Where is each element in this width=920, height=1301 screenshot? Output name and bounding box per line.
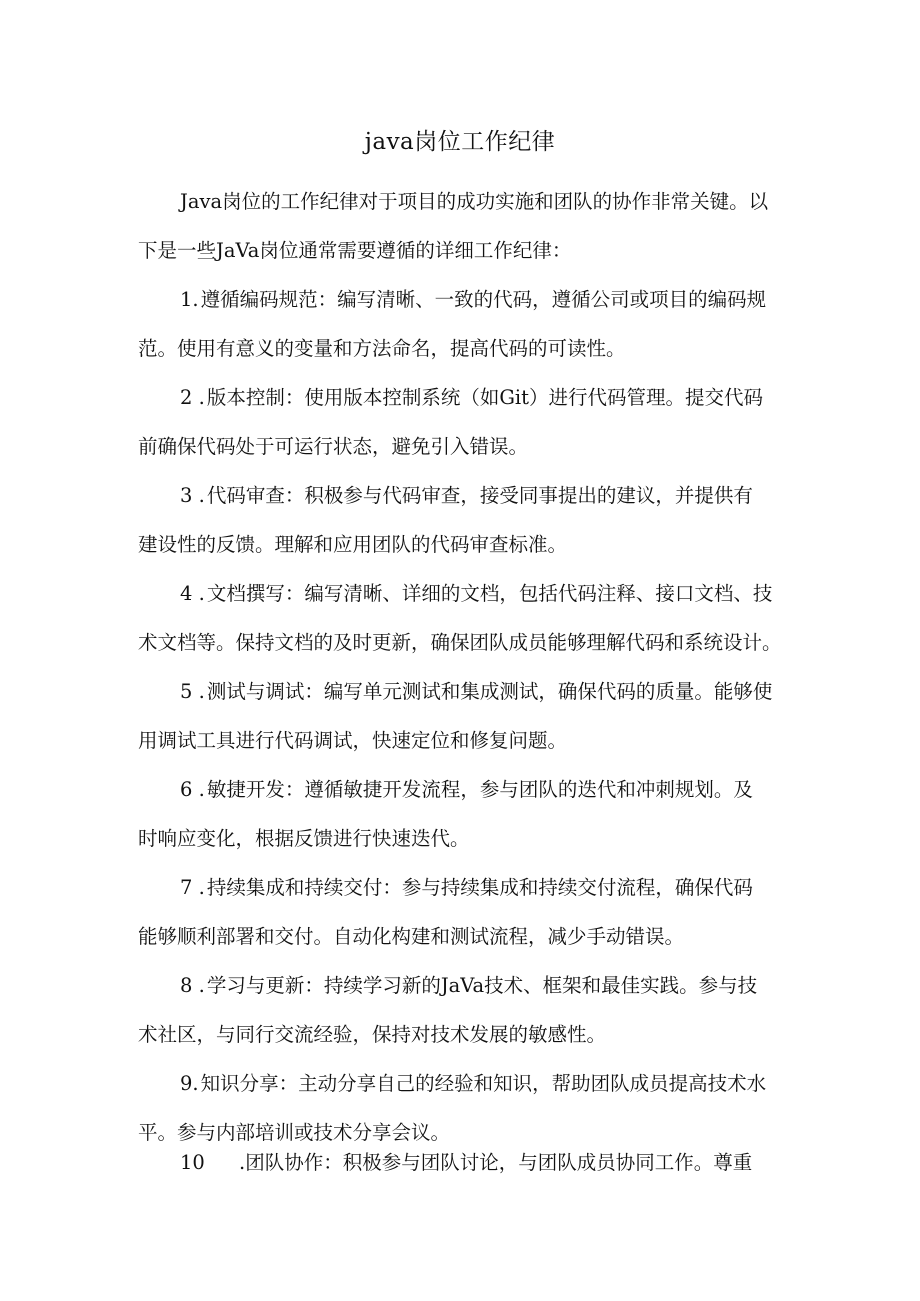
list-item-5	[180, 678, 772, 706]
list-item-2	[180, 384, 763, 412]
item-text: 测试与调试：编写单元测试和集成测试，确保代码的质量。能够使	[206, 680, 773, 703]
item-text: 文档撰写：编写清晰、详细的文档，包括代码注释、接口文档、技	[206, 582, 773, 605]
document-title: java岗位工作纪律	[364, 129, 556, 155]
list-item-3-continuation: 建设性的反馈。理解和应用团队的代码审查标准。	[138, 533, 568, 556]
list-item-6	[180, 776, 753, 804]
list-item-9-continuation: 平。参与内部培训或技术分享会议。	[138, 1121, 451, 1144]
item-text: 知识分享：主动分享自己的经验和知识，帮助团队成员提高技术水	[200, 1072, 767, 1095]
item-number: 3 .	[180, 484, 205, 507]
list-item-7-continuation: 能够顺利部署和交付。自动化构建和测试流程，减少手动错误。	[138, 925, 685, 948]
item-text: 学习与更新：持续学习新的JaVa技术、框架和最佳实践。参与技	[206, 974, 758, 997]
list-item-7	[180, 874, 753, 902]
item-number: 8 .	[180, 974, 205, 997]
list-item-4-continuation: 术文档等。保持文档的及时更新，确保团队成员能够理解代码和系统设计。	[138, 631, 782, 654]
item-text: 版本控制：使用版本控制系统（如Git）进行代码管理。提交代码	[206, 386, 763, 409]
list-item-1	[180, 286, 766, 314]
item-number: 2 .	[180, 386, 205, 409]
intro-line-1: Java岗位的工作纪律对于项目的成功实施和团队的协作非常关键。以	[180, 190, 769, 213]
item-number: 4 .	[180, 582, 205, 605]
list-item-6-continuation: 时响应变化，根据反馈进行快速迭代。	[138, 827, 470, 850]
item-number: 5 .	[180, 680, 205, 703]
item-text: 持续集成和持续交付：参与持续集成和持续交付流程，确保代码	[206, 876, 753, 899]
item-number: 7 .	[180, 876, 205, 899]
item-text: 代码审查：积极参与代码审查，接受同事提出的建议，并提供有	[206, 484, 753, 507]
item-number: 6 .	[180, 778, 205, 801]
list-item-3	[180, 482, 753, 510]
item-number: 10	[180, 1151, 205, 1174]
list-item-4	[180, 580, 772, 608]
item-text: .团队协作：积极参与团队讨论，与团队成员协同工作。尊重	[239, 1151, 753, 1174]
item-text: 遵循编码规范：编写清晰、一致的代码，遵循公司或项目的编码规	[200, 288, 767, 311]
intro-line-2: 下是一些JaVa岗位通常需要遵循的详细工作纪律：	[138, 239, 572, 262]
item-text: 敏捷开发：遵循敏捷开发流程，参与团队的迭代和冲刺规划。及	[206, 778, 753, 801]
list-item-8-continuation: 术社区，与同行交流经验，保持对技术发展的敏感性。	[138, 1023, 607, 1046]
list-item-10	[180, 1149, 752, 1177]
list-item-9	[180, 1070, 766, 1098]
list-item-2-continuation: 前确保代码处于可运行状态，避免引入错误。	[138, 435, 529, 458]
list-item-5-continuation: 用调试工具进行代码调试，快速定位和修复问题。	[138, 729, 568, 752]
item-number: 1.	[180, 288, 199, 311]
list-item-1-continuation: 范。使用有意义的变量和方法命名，提高代码的可读性。	[138, 337, 626, 360]
list-item-8	[180, 972, 757, 1000]
item-number: 9.	[180, 1072, 199, 1095]
